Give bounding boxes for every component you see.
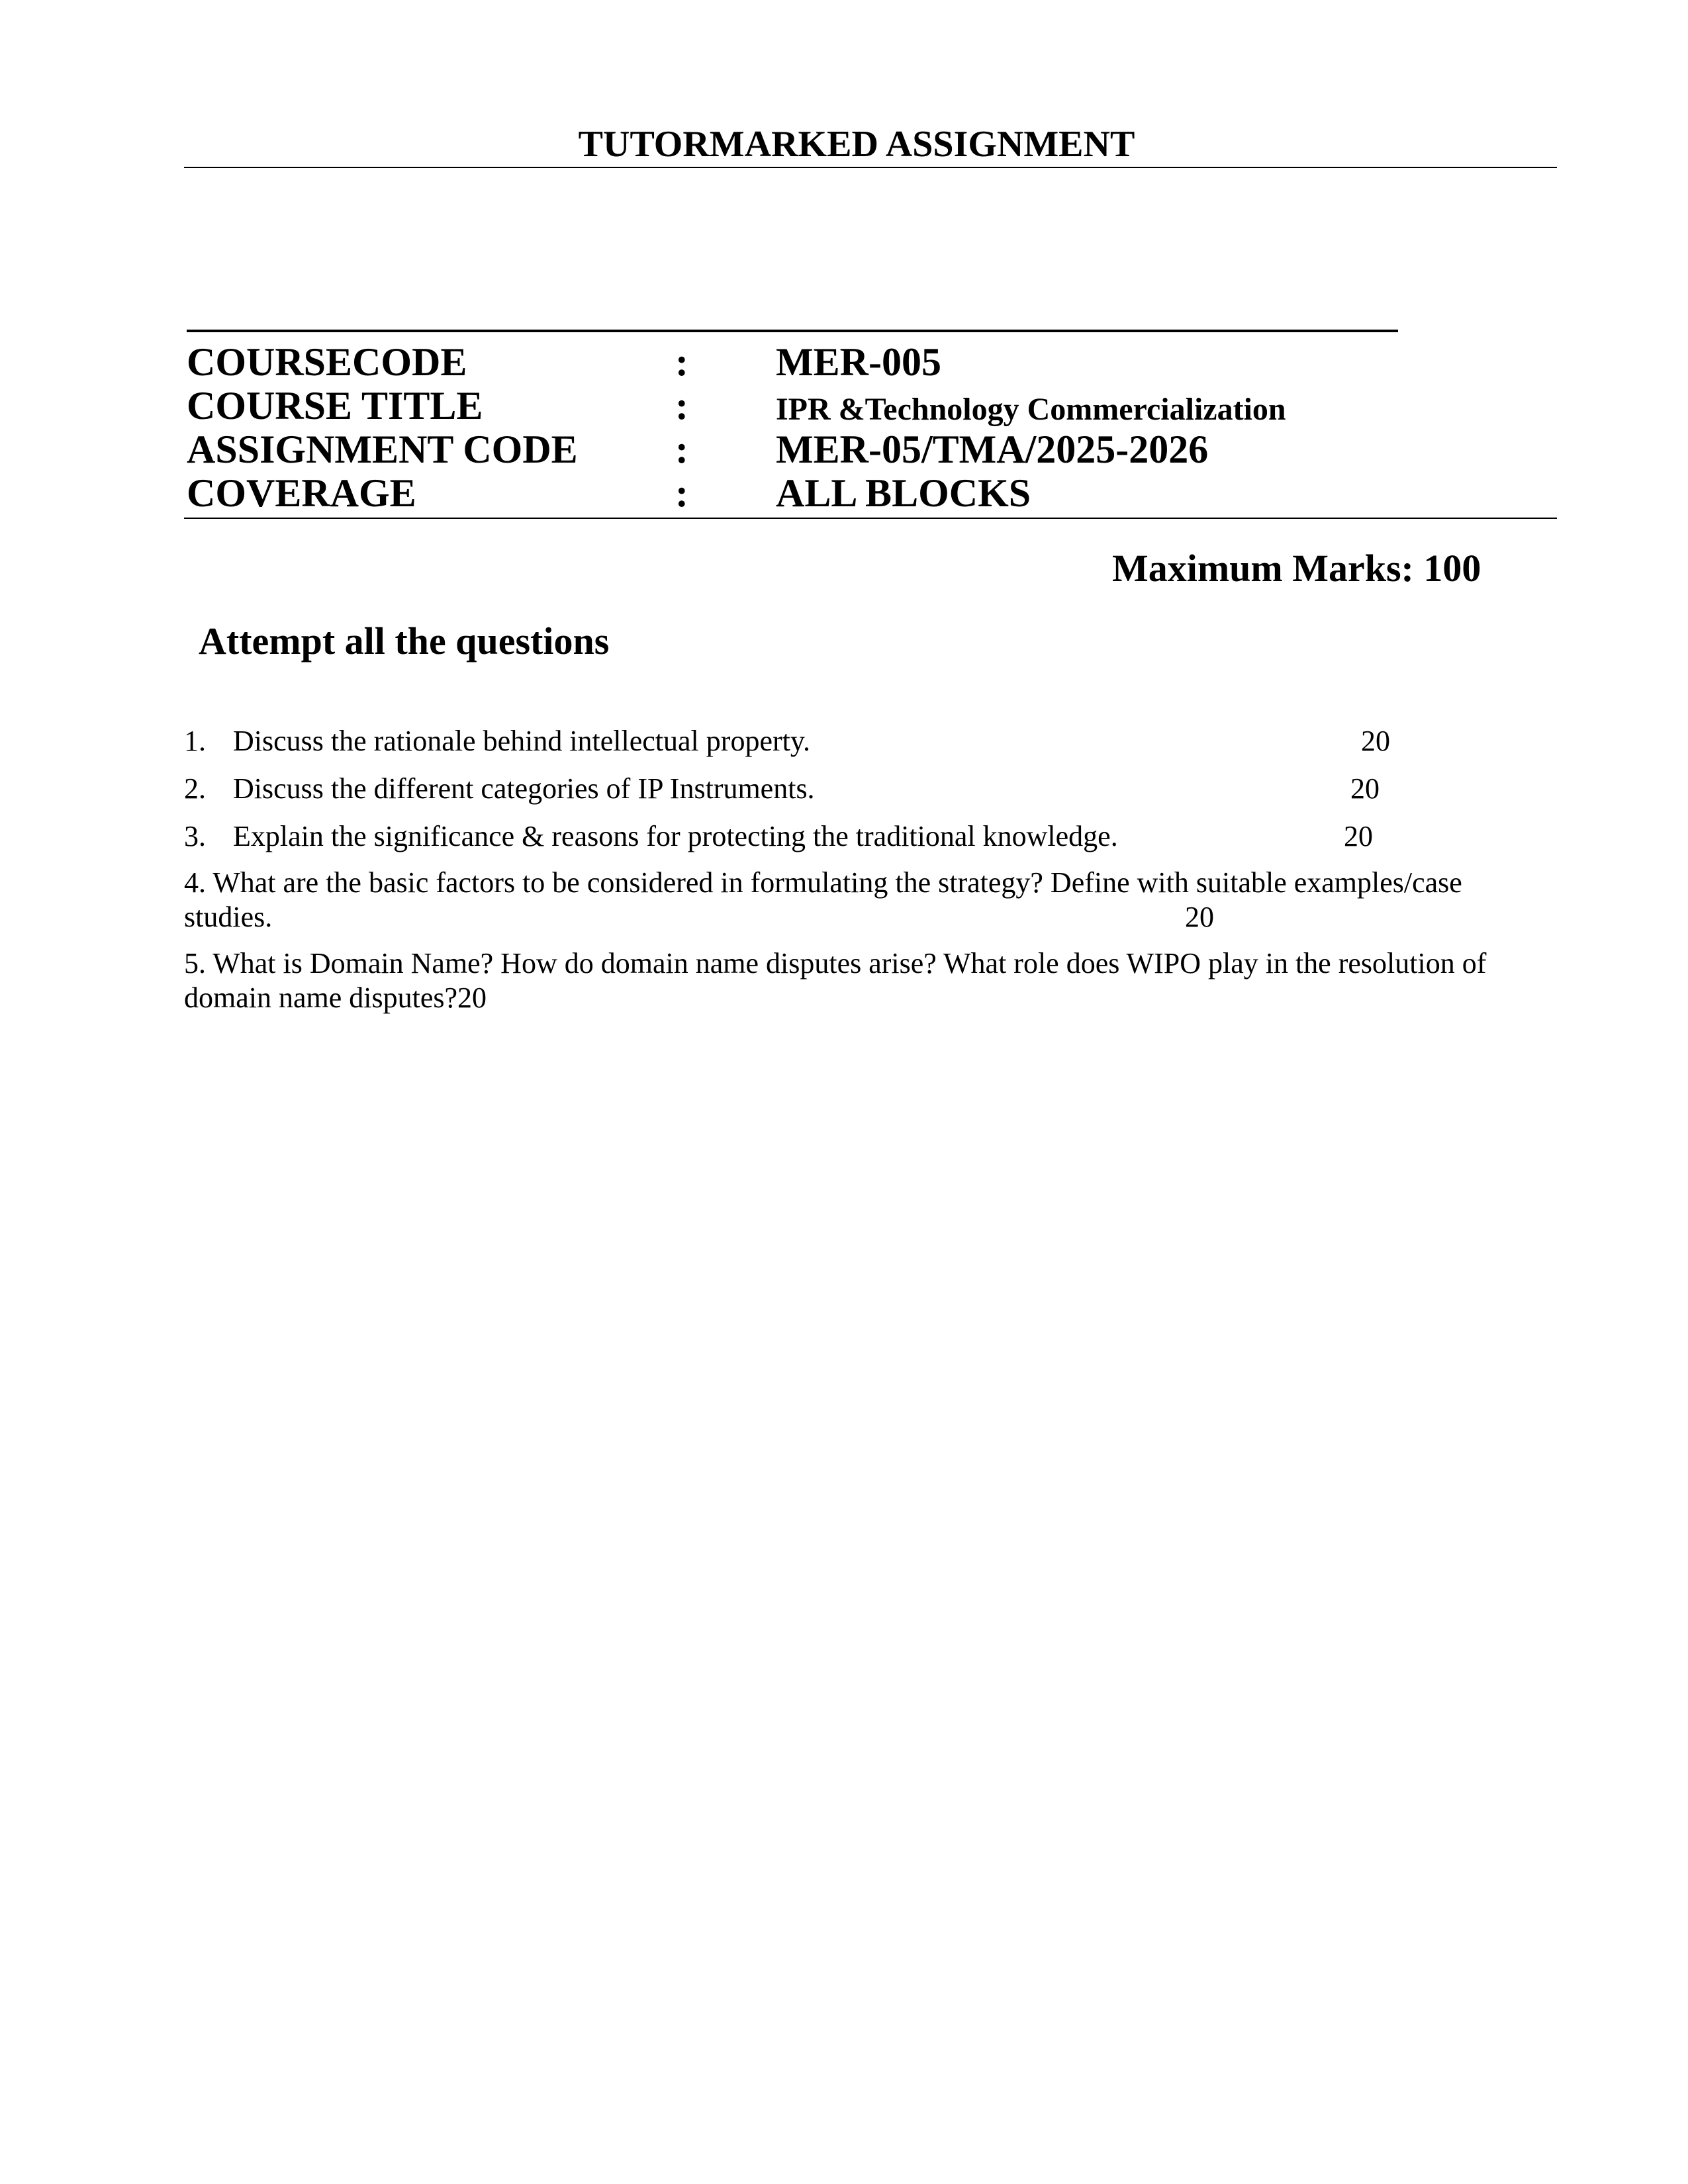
info-bottom-rule: [184, 518, 1557, 519]
question-number: 1.: [184, 725, 206, 757]
info-colon: :: [675, 340, 688, 384]
question-marks: 20: [1350, 772, 1380, 805]
question-text: Discuss the different categories of IP Instruments.: [233, 772, 815, 805]
info-colon: :: [675, 428, 688, 471]
info-label-course-code: COURSECODE: [187, 340, 467, 384]
info-colon: :: [675, 384, 688, 428]
info-label-assignment-code: ASSIGNMENT CODE: [187, 428, 578, 471]
info-value-course-code: MER-005: [776, 340, 941, 384]
info-value-coverage: ALL BLOCKS: [776, 471, 1031, 515]
question-text: 4. What are the basic factors to be considered in formulating the strategy? Define with suitable examples/case: [184, 866, 1462, 899]
info-top-rule: [187, 330, 1398, 332]
question-text: domain name disputes?20: [184, 981, 487, 1014]
question-text: Discuss the rationale behind intellectual property.: [233, 725, 810, 757]
question-number: 2.: [184, 772, 206, 805]
info-colon: :: [675, 471, 688, 515]
question-text: Explain the significance & reasons for protecting the traditional knowledge.: [233, 820, 1118, 852]
question-marks: 20: [1361, 725, 1390, 757]
question-marks: 20: [1185, 901, 1214, 933]
maximum-marks: Maximum Marks: 100: [1112, 547, 1481, 590]
document-title: TUTORMARKED ASSIGNMENT: [578, 124, 1135, 165]
info-label-coverage: COVERAGE: [187, 471, 416, 515]
info-label-course-title: COURSE TITLE: [187, 384, 483, 428]
question-text: 5. What is Domain Name? How do domain name disputes arise? What role does WIPO play in the resolution of: [184, 947, 1487, 979]
info-value-course-title: IPR &Technology Commercialization: [776, 392, 1286, 427]
instruction-heading: Attempt all the questions: [199, 619, 610, 662]
title-underline: [184, 167, 1557, 168]
info-value-assignment-code: MER-05/TMA/2025-2026: [776, 428, 1209, 471]
question-text: studies.: [184, 901, 273, 933]
question-number: 3.: [184, 820, 206, 852]
question-marks: 20: [1344, 820, 1373, 852]
